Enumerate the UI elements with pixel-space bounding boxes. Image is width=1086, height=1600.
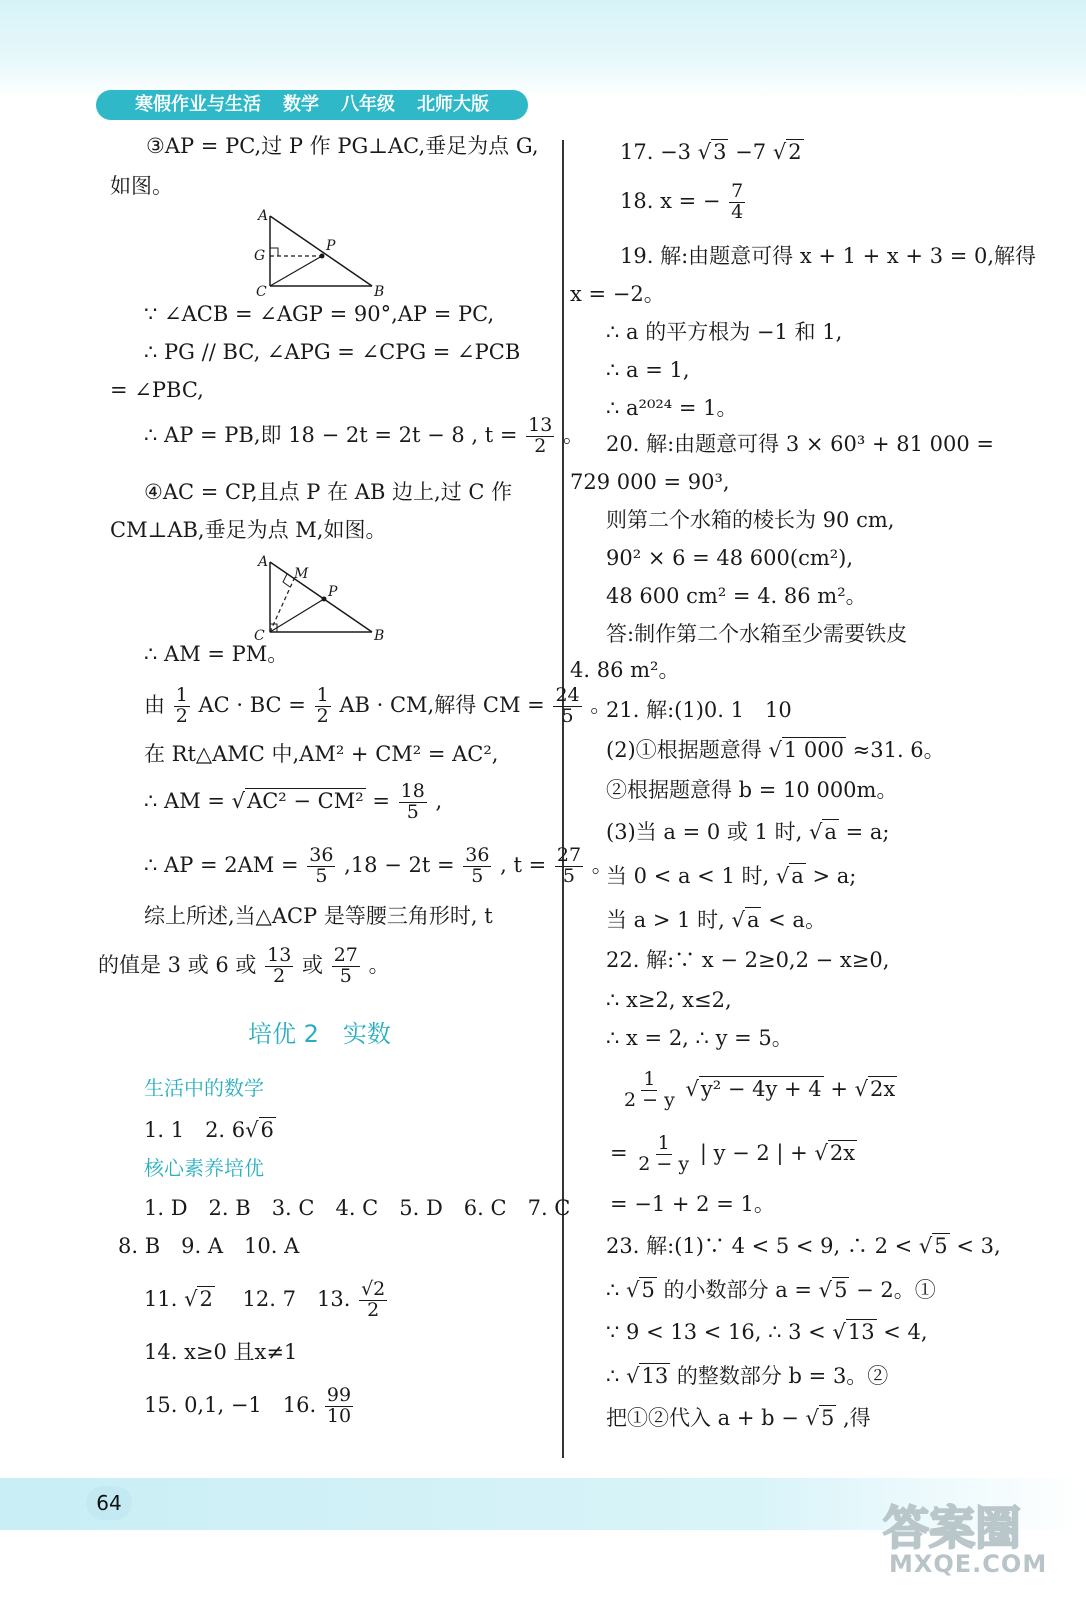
text-span: 23. 解:(1)∵ 4 < 5 < 9, ∴ 2 < bbox=[606, 1234, 913, 1258]
denominator: 2 bbox=[367, 1298, 380, 1321]
denominator: 4 bbox=[731, 200, 744, 223]
numerator: 1 bbox=[175, 684, 188, 706]
text-line bbox=[620, 142, 804, 163]
numerator: 7 bbox=[731, 180, 744, 202]
header-banner bbox=[96, 90, 528, 120]
text-line bbox=[606, 740, 945, 761]
vertex-label: P bbox=[328, 584, 338, 600]
denominator: 2 − y bbox=[638, 1152, 690, 1175]
fraction bbox=[729, 182, 745, 223]
text-line bbox=[144, 1386, 355, 1427]
section-title: 培优 2 实数 bbox=[248, 1020, 391, 1048]
numerator: 1 bbox=[316, 684, 329, 706]
denominator: 5 bbox=[315, 864, 328, 887]
text-line bbox=[144, 846, 613, 887]
radicand: 1 000 bbox=[783, 738, 844, 762]
header-subject: 数学 bbox=[283, 94, 319, 115]
text-line: ∴ a 的平方根为 −1 和 1, bbox=[606, 320, 843, 344]
text-line bbox=[144, 1120, 276, 1141]
text-span: 的整数部分 b = 3。② bbox=[676, 1364, 889, 1388]
radicand: a bbox=[791, 864, 804, 888]
fraction bbox=[463, 846, 491, 887]
text-line bbox=[98, 946, 390, 987]
vertex-label: C bbox=[256, 284, 267, 298]
text-line: 48 600 cm² = 4. 86 m²。 bbox=[606, 584, 867, 608]
radicand: 5 bbox=[934, 1234, 948, 1258]
vertex-label: A bbox=[258, 208, 269, 224]
numerator: 13 bbox=[528, 414, 553, 436]
radicand: 3 bbox=[713, 140, 727, 164]
text-line: 如图。 bbox=[110, 174, 173, 198]
text-span: = a; bbox=[845, 820, 890, 844]
square-root: √13 bbox=[832, 1320, 875, 1344]
text-span: 15. 0,1, −1 16. bbox=[144, 1392, 317, 1417]
header-book-title: 寒假作业与生活 bbox=[135, 94, 261, 115]
text-line: 答:制作第二个水箱至少需要铁皮 bbox=[606, 622, 908, 646]
text-span: < a。 bbox=[768, 908, 826, 932]
fraction bbox=[555, 846, 583, 887]
text-span: 18. x = − bbox=[620, 188, 721, 213]
text-span: ∴ AP = 2AM = bbox=[144, 852, 299, 877]
radicand: 5 bbox=[820, 1406, 835, 1430]
text-span: AC · BC = bbox=[198, 692, 306, 717]
text-line: 则第二个水箱的棱长为 90 cm, bbox=[606, 508, 895, 532]
fraction bbox=[359, 1280, 387, 1321]
text-span: + bbox=[830, 1076, 848, 1101]
fraction bbox=[553, 686, 581, 727]
radicand: 2 bbox=[199, 1286, 213, 1311]
numerator: 27 bbox=[556, 844, 582, 866]
text-span: , bbox=[435, 788, 443, 813]
column-divider bbox=[562, 140, 564, 1458]
text-line: 1. D 2. B 3. C 4. C 5. D 6. C 7. C bbox=[144, 1196, 571, 1220]
text-span: 。 bbox=[368, 952, 390, 977]
square-root: √a bbox=[809, 820, 837, 844]
text-line: 8. B 9. A 10. A bbox=[118, 1234, 300, 1258]
text-span: 1. 1 2. 6 bbox=[144, 1118, 246, 1142]
text-line: ∴ a = 1, bbox=[606, 358, 690, 382]
square-root: √2 bbox=[772, 140, 802, 164]
text-span: 当 a > 1 时, bbox=[606, 908, 725, 932]
text-line: ③AP = PC,过 P 作 PG⊥AC,垂足为点 G, bbox=[146, 134, 539, 158]
text-line: ②根据题意得 b = 10 000m。 bbox=[606, 778, 898, 802]
text-line bbox=[606, 1322, 928, 1343]
text-span: ,18 − 2t = bbox=[344, 852, 455, 877]
text-span: 17. −3 bbox=[620, 140, 692, 164]
numerator: 36 bbox=[465, 844, 490, 866]
fraction bbox=[174, 686, 190, 727]
subsection-title: 核心素养培优 bbox=[144, 1156, 264, 1180]
subsection-title: 生活中的数学 bbox=[144, 1076, 264, 1100]
denominator: 2 bbox=[316, 704, 329, 727]
square-root: √a bbox=[775, 864, 804, 888]
fraction bbox=[332, 946, 360, 987]
radicand: y² − 4y + 4 bbox=[700, 1076, 822, 1101]
denominator: 2 bbox=[534, 434, 547, 457]
numerator: 1 bbox=[643, 1068, 656, 1090]
text-line bbox=[606, 822, 889, 843]
watermark-logo bbox=[875, 1490, 1065, 1590]
fraction bbox=[307, 846, 335, 887]
text-line: = −1 + 2 = 1。 bbox=[610, 1192, 775, 1216]
watermark-cn-text: 答案圈 bbox=[883, 1501, 1021, 1555]
text-span: 。 bbox=[563, 422, 585, 447]
text-span: = bbox=[610, 1140, 628, 1165]
text-line: 21. 解:(1)0. 1 10 bbox=[606, 698, 792, 722]
numerator: √2 bbox=[361, 1278, 386, 1300]
vertex-label: G bbox=[254, 248, 266, 264]
radicand: 5 bbox=[641, 1278, 655, 1302]
radicand: 13 bbox=[847, 1320, 875, 1344]
text-line bbox=[620, 1070, 897, 1111]
text-span: (2)①根据题意得 bbox=[606, 738, 762, 762]
denominator: 10 bbox=[326, 1404, 352, 1427]
radicand: a bbox=[824, 820, 837, 844]
numerator: 36 bbox=[309, 844, 334, 866]
page-number: 64 bbox=[86, 1486, 132, 1520]
text-span: 。 bbox=[590, 692, 612, 717]
text-span: = bbox=[372, 788, 390, 813]
vertex-label: A bbox=[258, 554, 269, 570]
text-span: ,得 bbox=[843, 1406, 871, 1430]
text-line bbox=[606, 1236, 1001, 1257]
square-root: √2 bbox=[184, 1286, 213, 1311]
fraction bbox=[325, 1386, 353, 1427]
text-span: ∵ 9 < 13 < 16, ∴ 3 < bbox=[606, 1320, 826, 1344]
fraction bbox=[622, 1070, 677, 1111]
text-span: 或 bbox=[302, 952, 323, 977]
text-line: ∴ x = 2, ∴ y = 5。 bbox=[606, 1026, 793, 1050]
text-line: 20. 解:由题意可得 3 × 60³ + 81 000 = bbox=[606, 432, 994, 456]
numerator: 99 bbox=[326, 1384, 352, 1406]
text-span: AB · CM,解得 CM = bbox=[339, 692, 545, 717]
header-edition: 北师大版 bbox=[417, 94, 489, 115]
fraction bbox=[636, 1134, 691, 1175]
vertex-label: B bbox=[374, 284, 385, 298]
radicand: 13 bbox=[641, 1364, 669, 1388]
text-line bbox=[606, 910, 826, 931]
text-line: ∵ ∠ACB = ∠AGP = 90°,AP = PC, bbox=[144, 302, 495, 326]
text-line: x = −2。 bbox=[570, 282, 665, 306]
text-span: 的值是 3 或 6 或 bbox=[98, 952, 257, 977]
square-root: √5 bbox=[818, 1278, 848, 1302]
text-span: − 2。① bbox=[856, 1278, 936, 1302]
text-line bbox=[610, 1134, 857, 1175]
text-span: ∴ AP = PB,即 18 − 2t = 2t − 8 , t = bbox=[144, 422, 518, 447]
text-line: ∴ PG // BC, ∠APG = ∠CPG = ∠PCB bbox=[144, 340, 521, 364]
text-span: < 3, bbox=[956, 1234, 1001, 1258]
denominator: 2 − y bbox=[624, 1088, 675, 1111]
square-root: √5 bbox=[626, 1278, 655, 1302]
vertex-label: B bbox=[374, 628, 385, 642]
denominator: 2 bbox=[273, 964, 286, 987]
text-span: > a; bbox=[812, 864, 857, 888]
text-line: CM⊥AB,垂足为点 M,如图。 bbox=[110, 518, 387, 542]
text-span: −7 bbox=[735, 140, 767, 164]
watermark-en-text: MXQE.COM bbox=[889, 1550, 1048, 1578]
text-span: 的小数部分 a = bbox=[663, 1278, 812, 1302]
vertex-label: P bbox=[326, 238, 336, 254]
text-line: 22. 解:∵ x − 2≥0,2 − x≥0, bbox=[606, 948, 890, 972]
triangle-figure-1 bbox=[250, 208, 390, 298]
numerator: 18 bbox=[400, 780, 425, 802]
fraction bbox=[315, 686, 331, 727]
numerator: 13 bbox=[267, 944, 292, 966]
denominator: 5 bbox=[339, 964, 352, 987]
text-line bbox=[606, 866, 856, 887]
text-span: 由 bbox=[144, 692, 165, 717]
radicand: 6 bbox=[260, 1118, 274, 1142]
radicand: 5 bbox=[834, 1278, 848, 1302]
square-root: √5 bbox=[805, 1406, 835, 1430]
text-line bbox=[144, 1280, 389, 1321]
square-root: √1 000 bbox=[768, 738, 844, 762]
text-line: 在 Rt△AMC 中,AM² + CM² = AC², bbox=[144, 742, 499, 766]
text-line bbox=[606, 1408, 871, 1429]
square-root: √AC² − CM² bbox=[231, 788, 364, 813]
text-span: ∴ bbox=[606, 1278, 620, 1302]
header-grade: 八年级 bbox=[341, 94, 395, 115]
text-span: ∴ bbox=[606, 1364, 620, 1388]
square-root: √6 bbox=[245, 1118, 274, 1142]
square-root: √2x bbox=[814, 1140, 856, 1165]
text-line: 19. 解:由题意可得 x + 1 + x + 3 = 0,解得 bbox=[620, 244, 1037, 268]
square-root: √13 bbox=[626, 1364, 669, 1388]
text-line: = ∠PBC, bbox=[110, 378, 204, 402]
text-line bbox=[620, 182, 747, 223]
text-span: 12. 7 13. bbox=[221, 1286, 351, 1311]
text-line: ∴ a²⁰²⁴ = 1。 bbox=[606, 396, 738, 420]
text-line: 4. 86 m²。 bbox=[570, 658, 680, 682]
text-line: ④AC = CP,且点 P 在 AB 边上,过 C 作 bbox=[144, 480, 513, 504]
triangle-figure-2 bbox=[250, 552, 390, 642]
text-line bbox=[606, 1280, 936, 1301]
square-root: √3 bbox=[697, 140, 727, 164]
square-root: √5 bbox=[918, 1234, 948, 1258]
text-line: 90² × 6 = 48 600(cm²), bbox=[606, 546, 854, 570]
radicand: 2x bbox=[829, 1140, 856, 1165]
text-line: 14. x≥0 且x≠1 bbox=[144, 1340, 298, 1364]
text-span: 当 0 < a < 1 时, bbox=[606, 864, 770, 888]
fraction bbox=[526, 416, 554, 457]
text-span: 把①②代入 a + b − bbox=[606, 1406, 799, 1430]
text-span: < 4, bbox=[883, 1320, 928, 1344]
numerator: 24 bbox=[555, 684, 580, 706]
text-span: ≈31. 6。 bbox=[852, 738, 945, 762]
denominator: 5 bbox=[471, 864, 484, 887]
radicand: a bbox=[746, 908, 760, 932]
radicand: AC² − CM² bbox=[247, 788, 364, 813]
text-line: 729 000 = 90³, bbox=[570, 470, 730, 494]
text-line bbox=[606, 1366, 888, 1387]
text-span: 。 bbox=[591, 852, 613, 877]
denominator: 2 bbox=[175, 704, 188, 727]
square-root: √2x bbox=[854, 1076, 896, 1101]
text-line: 综上所述,当△ACP 是等腰三角形时, t bbox=[144, 904, 493, 928]
denominator: 5 bbox=[406, 800, 419, 823]
vertex-label: C bbox=[254, 628, 265, 642]
radicand: 2x bbox=[870, 1076, 896, 1101]
text-line: ∴ AM = PM。 bbox=[144, 642, 289, 666]
text-span: 11. bbox=[144, 1286, 178, 1311]
denominator: 5 bbox=[562, 864, 576, 887]
vertex-label: M bbox=[294, 566, 309, 582]
text-line: ∴ x≥2, x≤2, bbox=[606, 988, 732, 1012]
fraction bbox=[265, 946, 293, 987]
text-line bbox=[144, 782, 442, 823]
numerator: 1 bbox=[657, 1132, 670, 1154]
square-root: √y² − 4y + 4 bbox=[685, 1076, 822, 1101]
top-band bbox=[0, 0, 1086, 100]
text-span: | y − 2 | + bbox=[699, 1140, 808, 1165]
denominator: 5 bbox=[561, 704, 574, 727]
text-line bbox=[144, 686, 611, 727]
fraction bbox=[399, 782, 427, 823]
text-span: (3)当 a = 0 或 1 时, bbox=[606, 820, 803, 844]
text-line bbox=[144, 416, 584, 457]
square-root: √a bbox=[731, 908, 760, 932]
text-span: ∴ AM = bbox=[144, 788, 225, 813]
numerator: 27 bbox=[333, 944, 358, 966]
text-span: , t = bbox=[500, 852, 547, 877]
radicand: 2 bbox=[788, 140, 802, 164]
